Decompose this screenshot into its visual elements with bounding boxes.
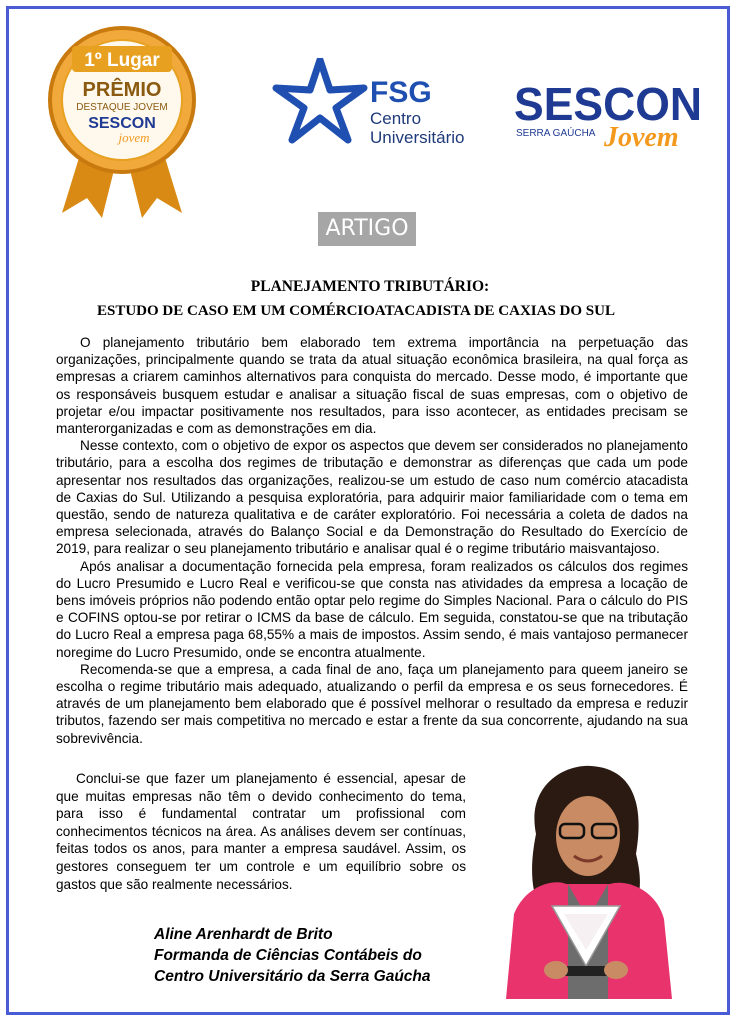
paragraph-1: O planejamento tributário bem elaborado tem extrema importância na perpetuação das organizações, principalmente quando se trata da atual situação econômica brasileira, na qual força as empresas a criarem caminhos alternativos para conquista do mercado. Desse modo, é importante que os responsáveis busquem estudar e analisar a situação fiscal de suas empresas, com o objetivo de projetar e/ou impactar positivamente nos resultados, para isso acontecer, as entidades precisam se manterorganizadas e com as demonstrações em dia. bbox=[56, 335, 688, 437]
hand-left bbox=[544, 961, 568, 979]
author-name: Aline Arenhardt de Brito bbox=[154, 926, 333, 943]
medal-line5: jovem bbox=[118, 130, 150, 145]
hand-right bbox=[604, 961, 628, 979]
paragraph-3: Após analisar a documentação fornecida pela empresa, foram realizados os cálculos dos regimes do Lucro Presumido e Lucro Real e verificou-se que consta nas atividades da empresa a locação de bens imóveis próprios não podendo então optar pelo regime do Simples Nacional. Para o cálculo do PIS e COFINS optou-se por retirar o ICMS da base de cálculo. Em seguida, constatou-se que na tributação do Lucro Real a empresa paga 68,55% a mais de impostos. Assim sendo, é mais vantajoso permanecer noregime do Lucro Presumido, onde se encontra atualmente. bbox=[56, 558, 688, 660]
fsg-name: FSG bbox=[370, 76, 432, 109]
fsg-star-icon bbox=[276, 60, 364, 140]
conclusion-paragraph: Conclui-se que fazer um planejamento é essencial, apesar de que muitas empresas não têm o devido conhecimento do tema, para isso é fundamental contratar um profissional com conhecimentos técnicos na área. As análises devem ser contínuas, feitas todos os anos, para manter a empresa saudável. Assim, os gestores conseguem ter um controle e um equilíbrio sobre os gastos que são realmente necessários. bbox=[56, 771, 466, 892]
author-photo bbox=[486, 744, 684, 999]
medal-line1: 1º Lugar bbox=[84, 50, 160, 71]
author-block bbox=[154, 924, 431, 987]
fsg-sub2: Universitário bbox=[370, 128, 465, 147]
medal-line2: PRÊMIO bbox=[82, 79, 162, 101]
face bbox=[556, 796, 620, 876]
medal-line3: DESTAQUE JOVEM bbox=[76, 102, 168, 113]
paragraph-2: Nesse contexto, com o objetivo de expor os aspectos que devem ser considerados no planejamento tributário, para a escolha dos regimes de tributação e demonstrar as diferenças que cada um pode apresentar nos resultados das organizações, realizou-se um estudo de caso num comércio atacadista de Caxias do Sul. Utilizando a pesquisa exploratória, para adquirir maior familiaridade com o tema em questão, sendo de natureza qualitativa e de caráter exploratório. Foi necessária a coleta de dados na empresa selecionada, através do Balanço Social e da Demonstração do Resultado do Exercício de 2019, para realizar o seu planejamento tributário e analisar qual é o regime tributário maisvantajoso. bbox=[56, 438, 688, 557]
article-tag: ARTIGO bbox=[318, 212, 416, 246]
sescon-logo bbox=[512, 74, 712, 164]
sescon-region: SERRA GAÚCHA bbox=[516, 128, 596, 139]
fsg-logo bbox=[272, 58, 492, 148]
conclusion-block bbox=[56, 770, 466, 893]
paragraph-4: Recomenda-se que a empresa, a cada final de ano, faça um planejamento para queem janeiro se escolha o regime tributário mais adequado, atualizando o perfil da empresa e os seus fornecedores. É através de um planejamento bem elaborado que é possível melhorar o resultado da empresa e reduzir tributos, fazendo ser mais competitiva no mercado e estar a frente da sua concorrente, ajudando na sua sobrevivência. bbox=[56, 661, 688, 746]
author-title: Formanda de Ciências Contábeis do bbox=[154, 947, 422, 964]
medal-line4: SESCON bbox=[88, 115, 156, 132]
fsg-sub1: Centro bbox=[370, 109, 422, 128]
sescon-name: SESCON bbox=[514, 78, 702, 130]
award-medal-logo bbox=[42, 18, 202, 218]
article-title-line2: ESTUDO DE CASO EM UM COMÉRCIOATACADISTA DE CAXIAS DO SUL bbox=[97, 303, 615, 319]
sescon-script: Jovem bbox=[604, 122, 679, 153]
article-title-line1: PLANEJAMENTO TRIBUTÁRIO: bbox=[250, 278, 490, 295]
article-body bbox=[56, 334, 688, 747]
author-institution: Centro Universitário da Serra Gaúcha bbox=[154, 968, 431, 985]
